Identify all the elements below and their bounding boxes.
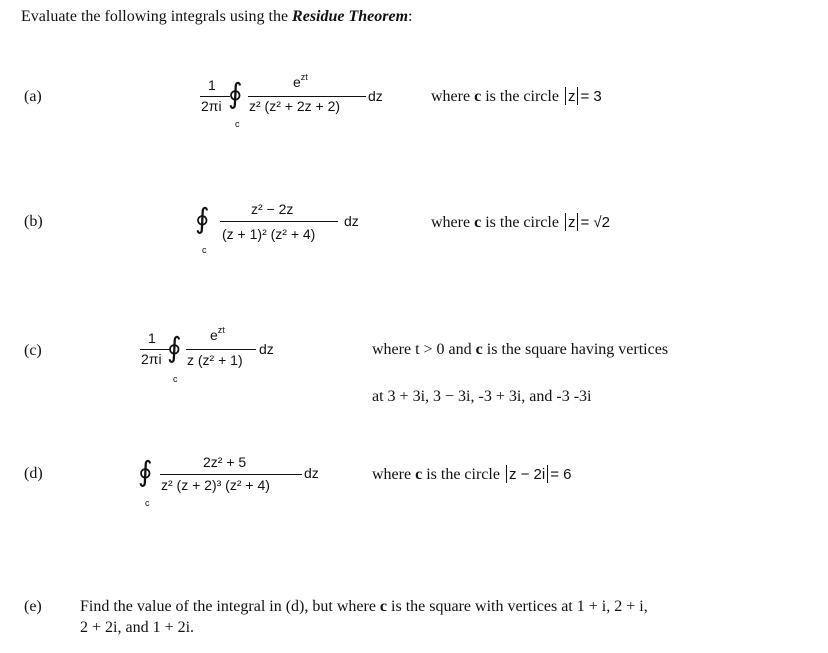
contour-integral-symbol: ∮: [195, 202, 210, 235]
coefficient-fraction-bar: [140, 349, 170, 350]
abs-bar-right: [577, 213, 578, 231]
numerator-exponent: zt: [217, 325, 225, 335]
contour-label: c: [202, 245, 207, 255]
integrand-denominator: z² (z + 2)³ (z² + 4): [161, 477, 270, 493]
condition-line-1: [372, 341, 668, 359]
differential: dz: [344, 213, 359, 229]
coefficient-denominator: 2πi: [201, 98, 222, 114]
condition-math: z: [567, 214, 576, 231]
numerator-base: e: [293, 74, 301, 90]
integrand-denominator: (z + 1)² (z² + 4): [222, 226, 316, 242]
abs-bar-right: [547, 465, 548, 483]
contour-integral-symbol: ∮: [167, 331, 182, 364]
integrand-fraction-bar: [160, 474, 302, 475]
condition-prefix: where t > 0 and: [372, 341, 476, 358]
condition-prefix: where: [431, 214, 475, 231]
condition-prefix: where: [372, 466, 416, 483]
condition-contour: c: [474, 214, 482, 231]
integrand-fraction-bar: [248, 96, 366, 97]
numerator-exponent: zt: [300, 72, 308, 82]
instructions-prefix: Evaluate the following integrals using the: [21, 8, 293, 25]
text-prefix: Find the value of the integral in (d), but where: [80, 598, 380, 615]
condition-text: is the circle: [481, 88, 563, 105]
condition-contour: c: [474, 88, 482, 105]
abs-bar-right: [577, 87, 578, 105]
condition-rhs: = √2: [580, 214, 610, 231]
problem-text-line-1: [80, 598, 648, 616]
coefficient-numerator: 1: [208, 77, 216, 93]
integrand-numerator: [210, 327, 225, 343]
numerator-base: e: [210, 327, 218, 343]
contour-label: c: [235, 119, 240, 129]
abs-bar-left: [506, 465, 507, 483]
abs-bar-left: [565, 87, 566, 105]
contour-label: c: [173, 374, 178, 384]
problem-label: (b): [24, 213, 43, 230]
integrand-numerator: z² − 2z: [251, 201, 294, 217]
integrand-fraction-bar: [220, 221, 338, 222]
differential: dz: [304, 465, 319, 481]
problem-label: (e): [24, 598, 42, 615]
differential: dz: [259, 341, 274, 357]
text-contour: c: [379, 598, 388, 615]
differential: dz: [368, 88, 383, 104]
integrand-numerator: [293, 74, 308, 90]
problem-label: (a): [24, 88, 42, 105]
condition: [431, 87, 602, 106]
problem-label: (d): [24, 465, 43, 482]
abs-bar-left: [565, 213, 566, 231]
condition-contour: c: [475, 341, 483, 358]
condition-line-2: at 3 + 3i, 3 − 3i, -3 + 3i, and -3 -3i: [372, 388, 592, 405]
instructions: [21, 8, 413, 26]
condition-text: is the circle: [481, 214, 563, 231]
instructions-emphasis: Residue Theorem: [292, 8, 409, 25]
condition-text: is the circle: [422, 466, 504, 483]
condition-prefix: where: [431, 88, 475, 105]
integrand-numerator: 2z² + 5: [203, 454, 247, 470]
condition-contour: c: [415, 466, 423, 483]
condition: [372, 465, 572, 484]
contour-label: c: [145, 498, 150, 508]
coefficient-denominator: 2πi: [141, 351, 162, 367]
condition-rhs: = 6: [550, 466, 572, 483]
coefficient-numerator: 1: [148, 330, 156, 346]
problem-label: (c): [24, 342, 42, 359]
integrand-fraction-bar: [186, 349, 256, 350]
condition: [431, 213, 610, 232]
problem-text-line-2: 2 + 2i, and 1 + 2i.: [80, 619, 195, 636]
text-suffix: is the square with vertices at 1 + i, 2 + i,: [387, 598, 648, 615]
condition-text: is the square having vertices: [482, 341, 669, 358]
integrand-denominator: z² (z² + 2z + 2): [249, 98, 341, 114]
condition-math: z: [567, 88, 576, 105]
condition-math: z − 2i: [508, 466, 546, 483]
condition-rhs: = 3: [580, 88, 602, 105]
contour-integral-symbol: ∮: [138, 455, 153, 488]
coefficient-fraction-bar: [200, 96, 230, 97]
contour-integral-symbol: ∮: [228, 77, 243, 110]
instructions-suffix: :: [408, 8, 413, 25]
integrand-denominator: z (z² + 1): [187, 352, 243, 368]
